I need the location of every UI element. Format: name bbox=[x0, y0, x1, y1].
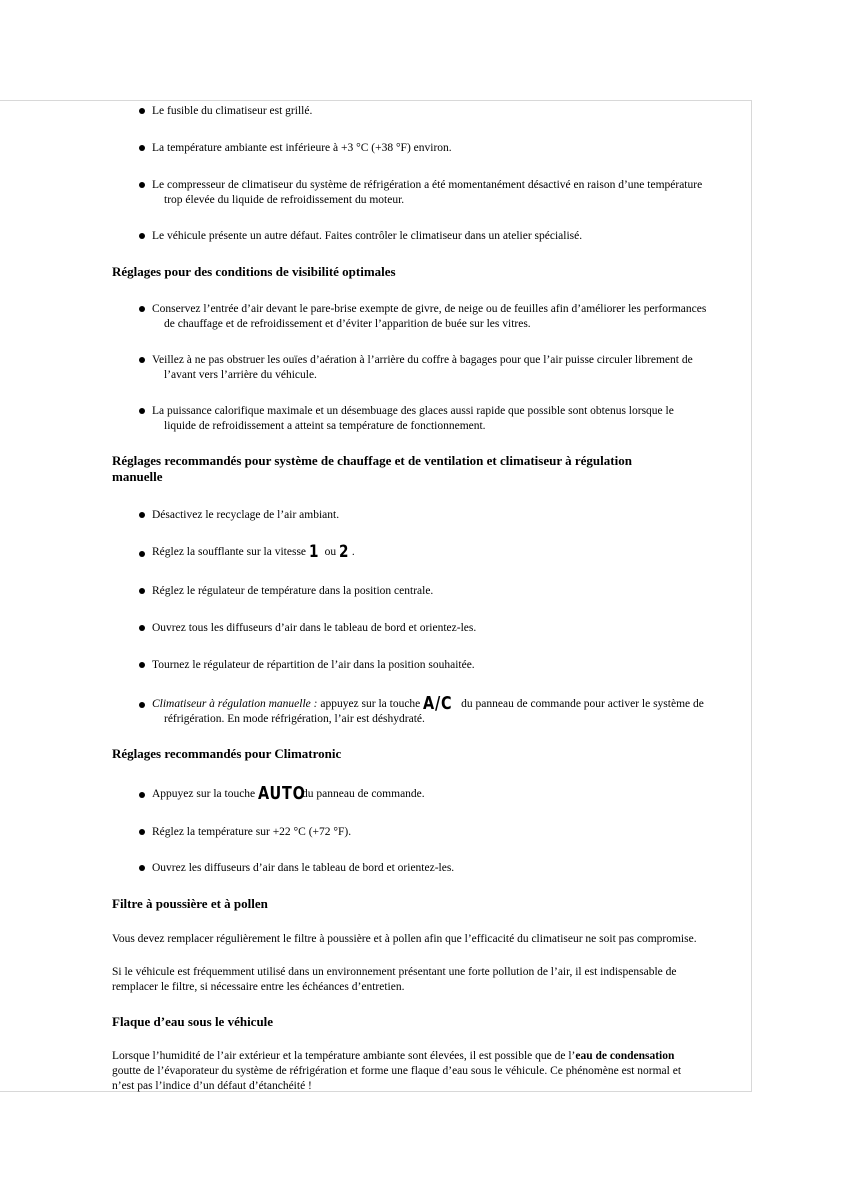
ac-button-symbol: A/C bbox=[423, 693, 453, 714]
list-item: Désactivez le recyclage de l’air ambiant. bbox=[152, 509, 340, 521]
bullet-icon bbox=[139, 702, 145, 708]
bullet-icon bbox=[139, 792, 145, 798]
list-item: Réglez le régulateur de température dans la position centrale. bbox=[152, 585, 434, 597]
list-item: Ouvrez tous les diffuseurs d’air dans le tableau de bord et orientez-les. bbox=[152, 622, 477, 634]
bullet-icon bbox=[139, 662, 145, 668]
bullet-icon bbox=[139, 306, 145, 312]
bullet-icon bbox=[139, 625, 145, 631]
list-item: Climatiseur à régulation manuelle : appuyez sur la touche A/C du panneau de commande pour activer le système de réfrigération. En mode réfrigération, l’air est déshydraté. bbox=[152, 693, 704, 725]
bullet-icon bbox=[139, 408, 145, 414]
list-item: Appuyez sur la touche AUTOdu panneau de commande. bbox=[152, 783, 425, 804]
list-item: Le fusible du climatiseur est grillé. bbox=[152, 105, 313, 117]
section-heading: Flaque d’eau sous le véhicule bbox=[112, 1014, 274, 1029]
list-item: Réglez la température sur +22 °C (+72 °F). bbox=[152, 826, 352, 838]
paragraph: Si le véhicule est fréquemment utilisé dans un environnement présentant une forte pollution de l’air, il est indispensable de remplacer le filtre, si nécessaire entre les échéances d’entretien. bbox=[112, 966, 677, 993]
list-item: Réglez la soufflante sur la vitesse 1 ou 2 . bbox=[152, 542, 355, 562]
section-heading: Réglages recommandés pour système de chauffage et de ventilation et climatiseur à régulation manuelle bbox=[112, 453, 632, 484]
fan-speed-1-symbol: 1 bbox=[308, 542, 320, 562]
paragraph: Vous devez remplacer régulièrement le filtre à poussière et à pollen afin que l’efficacité du climatiseur ne soit pas compromise. bbox=[112, 933, 697, 945]
list-item: La puissance calorifique maximale et un désembuage des glaces aussi rapide que possible sont obtenus lorsque le liquide de refroidissement a atteint sa température de fonctionnement. bbox=[152, 405, 674, 432]
bullet-icon bbox=[139, 865, 145, 871]
bullet-icon bbox=[139, 551, 145, 557]
bullet-icon bbox=[139, 108, 145, 114]
auto-button-symbol: AUTO bbox=[258, 783, 306, 804]
list-item: La température ambiante est inférieure à +3 °C (+38 °F) environ. bbox=[152, 142, 452, 154]
list-item: Ouvrez les diffuseurs d’air dans le tableau de bord et orientez-les. bbox=[152, 862, 455, 874]
section-heading: Réglages pour des conditions de visibilité optimales bbox=[112, 264, 396, 279]
bullet-icon bbox=[139, 182, 145, 188]
list-item: Conservez l’entrée d’air devant le pare-brise exempte de givre, de neige ou de feuilles afin d’améliorer les performances de chauffage et de refroidissement et d’éviter l’apparition de buée sur les vitres. bbox=[152, 303, 707, 330]
list-item: Veillez à ne pas obstruer les ouïes d’aération à l’arrière du coffre à bagages pour que l’air puisse circuler librement de l’avant vers l’arrière du véhicule. bbox=[152, 354, 693, 381]
list-item: Le véhicule présente un autre défaut. Faites contrôler le climatiseur dans un atelier spécialisé. bbox=[152, 230, 583, 242]
paragraph: Lorsque l’humidité de l’air extérieur et la température ambiante sont élevées, il est possible que de l’eau de condensation goutte de l’évaporateur du système de réfrigération et forme une flaque d’eau sous le véhicule. Ce phénomène est normal et n’est pas l’indice d’un défaut d’étanchéité ! bbox=[112, 1050, 682, 1092]
list-item: Tournez le régulateur de répartition de l’air dans la position souhaitée. bbox=[152, 659, 475, 671]
section-heading: Filtre à poussière et à pollen bbox=[112, 896, 268, 911]
bullet-icon bbox=[139, 512, 145, 518]
bullet-icon bbox=[139, 588, 145, 594]
bullet-icon bbox=[139, 145, 145, 151]
bullet-icon bbox=[139, 357, 145, 363]
fan-speed-2-symbol: 2 bbox=[339, 542, 350, 562]
bullet-icon bbox=[139, 829, 145, 835]
section-heading: Réglages recommandés pour Climatronic bbox=[112, 746, 342, 761]
list-item: Le compresseur de climatiseur du système de réfrigération a été momentanément désactivé en raison d’une température trop élevée du liquide de refroidissement du moteur. bbox=[152, 179, 703, 206]
bullet-icon bbox=[139, 233, 145, 239]
